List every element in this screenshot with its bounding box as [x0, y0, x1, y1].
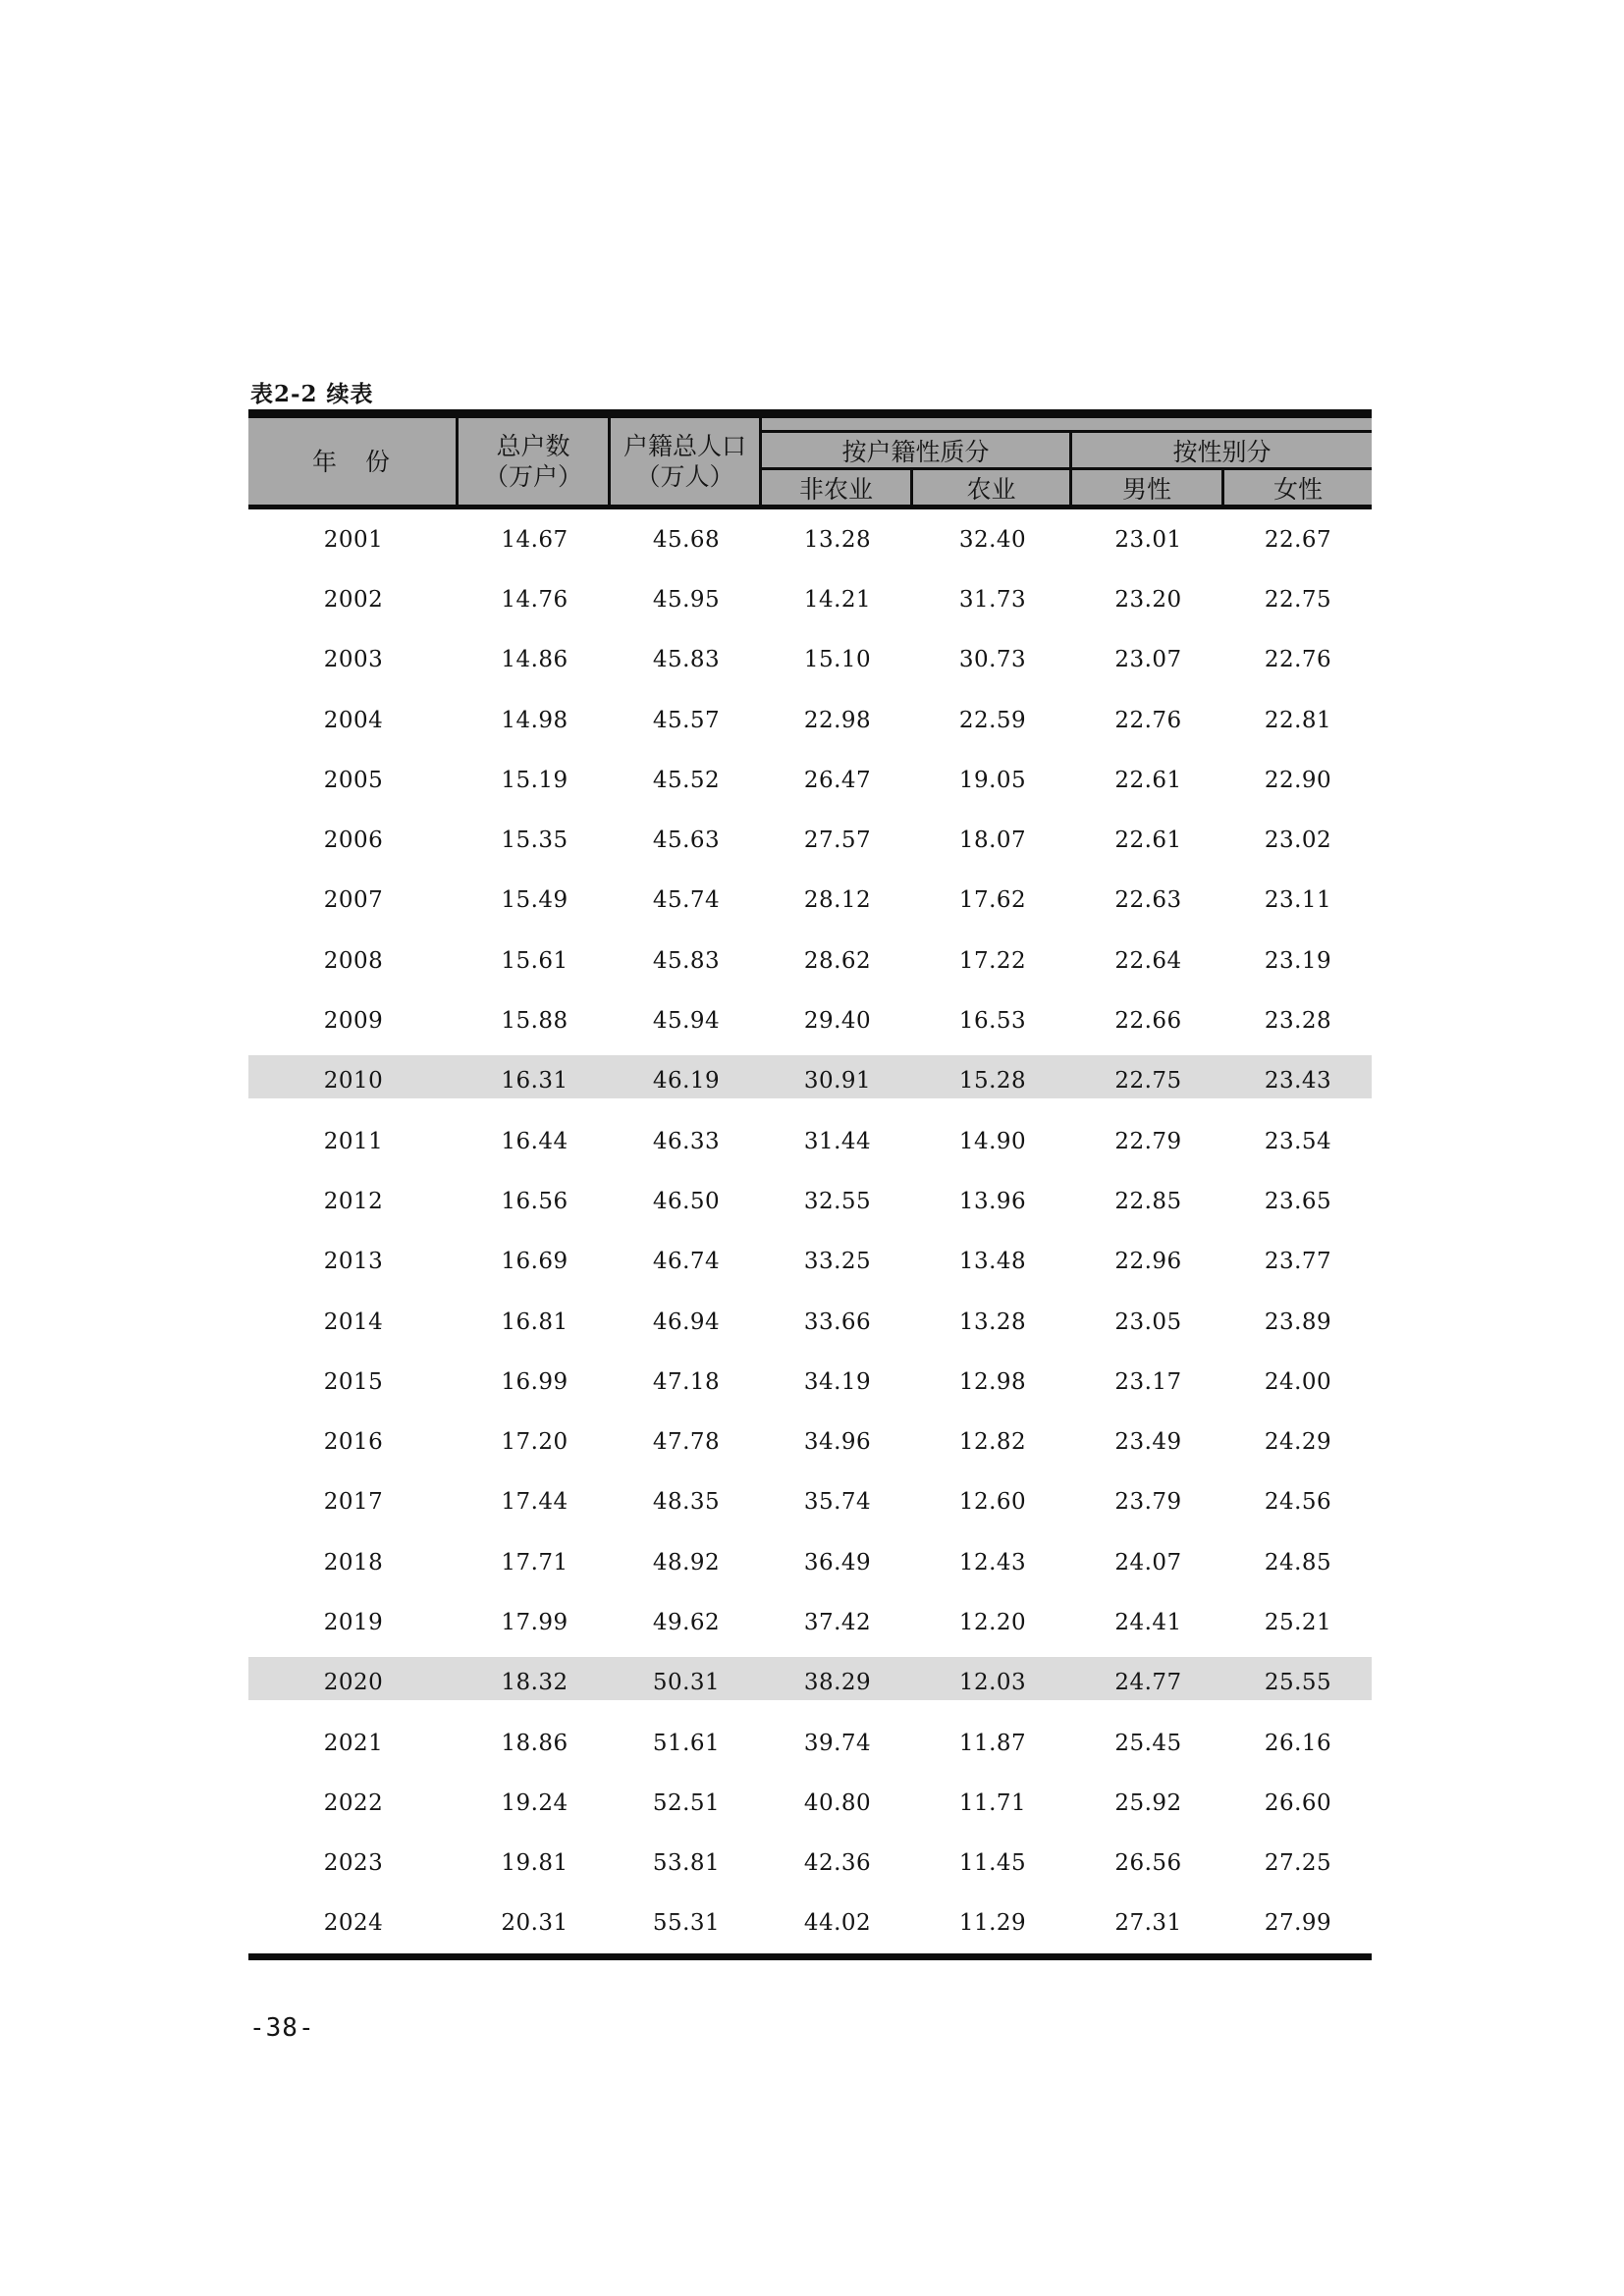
- header-group-by-gender: 按性别分: [1172, 437, 1272, 466]
- cell-value: 16.69: [501, 1249, 568, 1275]
- table-row: [248, 871, 1372, 931]
- cell-value: 19.24: [501, 1789, 568, 1816]
- cell-value: 30.73: [958, 647, 1027, 673]
- cell-value: 23.05: [1114, 1308, 1182, 1335]
- cell-value: 26.60: [1264, 1789, 1332, 1816]
- table-row: [248, 1653, 1372, 1713]
- page-number: -38-: [249, 2013, 315, 2043]
- cell-value: 29.40: [803, 1008, 872, 1035]
- cell-year: 2014: [323, 1308, 384, 1335]
- cell-value: 34.96: [803, 1429, 872, 1456]
- cell-value: 23.79: [1114, 1489, 1182, 1516]
- cell-value: 23.07: [1114, 647, 1182, 673]
- table-row: [248, 1232, 1372, 1292]
- cell-value: 27.25: [1264, 1850, 1332, 1877]
- cell-value: 23.20: [1114, 586, 1182, 613]
- cell-value: 49.62: [652, 1609, 721, 1635]
- cell-year: 2022: [323, 1789, 384, 1816]
- cell-value: 38.29: [803, 1670, 872, 1696]
- cell-value: 27.31: [1114, 1910, 1182, 1937]
- cell-value: 31.73: [958, 586, 1027, 613]
- cell-value: 26.47: [803, 767, 872, 793]
- cell-value: 22.96: [1114, 1249, 1182, 1275]
- cell-value: 23.01: [1114, 526, 1182, 553]
- cell-value: 27.57: [803, 828, 872, 854]
- cell-value: 16.99: [501, 1368, 568, 1395]
- cell-value: 34.19: [803, 1368, 872, 1395]
- cell-value: 22.66: [1114, 1008, 1182, 1035]
- table-row: [248, 990, 1372, 1050]
- table-row: [248, 750, 1372, 810]
- cell-value: 32.55: [803, 1188, 872, 1214]
- cell-value: 22.63: [1114, 887, 1182, 914]
- cell-value: 23.54: [1264, 1128, 1332, 1154]
- cell-value: 55.31: [652, 1910, 721, 1937]
- table-row: [248, 1051, 1372, 1111]
- cell-value: 47.78: [652, 1429, 721, 1456]
- header-year: 年 份: [248, 418, 459, 505]
- cell-value: 18.86: [501, 1730, 568, 1756]
- statistics-table: [248, 409, 1372, 1960]
- cell-value: 17.44: [501, 1489, 568, 1516]
- cell-value: 46.33: [652, 1128, 721, 1154]
- cell-value: 33.25: [803, 1249, 872, 1275]
- cell-year: 2009: [323, 1008, 384, 1035]
- cell-value: 15.28: [958, 1068, 1027, 1095]
- header-agricultural: 农业: [913, 470, 1072, 505]
- header-group-box: [762, 430, 1372, 507]
- cell-year: 2010: [323, 1068, 384, 1095]
- cell-year: 2020: [323, 1670, 384, 1696]
- cell-value: 25.45: [1114, 1730, 1182, 1756]
- cell-value: 45.83: [652, 947, 721, 974]
- cell-value: 22.98: [803, 707, 872, 733]
- cell-year: 2021: [323, 1730, 384, 1756]
- cell-value: 45.95: [652, 586, 721, 613]
- cell-value: 22.75: [1264, 586, 1332, 613]
- cell-year: 2003: [323, 647, 384, 673]
- table-row: [248, 810, 1372, 870]
- cell-value: 15.10: [803, 647, 872, 673]
- cell-value: 11.87: [958, 1730, 1027, 1756]
- cell-value: 23.77: [1264, 1249, 1332, 1275]
- cell-value: 53.81: [652, 1850, 721, 1877]
- cell-value: 17.22: [958, 947, 1027, 974]
- cell-value: 14.76: [501, 586, 568, 613]
- cell-value: 17.71: [501, 1549, 568, 1575]
- table-caption: 表2-2 续表: [250, 381, 374, 407]
- cell-value: 13.28: [958, 1308, 1027, 1335]
- table-row: [248, 1713, 1372, 1773]
- header-group-row: [762, 433, 1372, 467]
- cell-year: 2004: [323, 707, 384, 733]
- cell-value: 23.89: [1264, 1308, 1332, 1335]
- cell-value: 46.74: [652, 1249, 721, 1275]
- cell-value: 25.21: [1264, 1609, 1332, 1635]
- cell-value: 12.82: [958, 1429, 1027, 1456]
- table-row: [248, 1472, 1372, 1532]
- cell-value: 45.68: [652, 526, 721, 553]
- header-registered-population-unit: （万人）: [635, 462, 734, 491]
- cell-value: 16.56: [501, 1188, 568, 1214]
- cell-value: 22.79: [1114, 1128, 1182, 1154]
- cell-year: 2017: [323, 1489, 384, 1516]
- cell-value: 23.11: [1264, 887, 1332, 914]
- header-group-by-registration: 按户籍性质分: [762, 433, 1072, 467]
- table-row: [248, 630, 1372, 690]
- header-registered-population-title: 户籍总人口: [623, 432, 746, 460]
- cell-value: 14.98: [501, 707, 568, 733]
- cell-year: 2012: [323, 1188, 384, 1214]
- cell-value: 23.43: [1264, 1068, 1332, 1095]
- cell-value: 22.75: [1114, 1068, 1182, 1095]
- cell-value: 14.21: [803, 586, 872, 613]
- cell-value: 24.41: [1114, 1609, 1182, 1635]
- cell-value: 23.19: [1264, 947, 1332, 974]
- cell-value: 23.49: [1114, 1429, 1182, 1456]
- cell-year: 2002: [323, 586, 384, 613]
- cell-value: 45.74: [652, 887, 721, 914]
- table-row: [248, 509, 1372, 569]
- cell-value: 45.83: [652, 647, 721, 673]
- cell-value: 33.66: [803, 1308, 872, 1335]
- cell-year: 2018: [323, 1549, 384, 1575]
- cell-value: 26.56: [1114, 1850, 1182, 1877]
- cell-value: 25.55: [1264, 1670, 1332, 1696]
- cell-value: 23.28: [1264, 1008, 1332, 1035]
- cell-value: 51.61: [652, 1730, 721, 1756]
- header-total-households: [459, 418, 611, 505]
- header-total-households-unit: （万户）: [483, 462, 582, 491]
- table-header: [248, 418, 1372, 509]
- cell-value: 46.50: [652, 1188, 721, 1214]
- cell-value: 22.76: [1264, 647, 1332, 673]
- cell-value: 16.53: [958, 1008, 1027, 1035]
- cell-year: 2013: [323, 1249, 384, 1275]
- header-sub-row: [762, 467, 1372, 505]
- table-row: [248, 1592, 1372, 1652]
- cell-value: 44.02: [803, 1910, 872, 1937]
- table-row: [248, 1532, 1372, 1592]
- cell-value: 15.19: [501, 767, 568, 793]
- header-registered-population: [611, 418, 762, 505]
- table-row: [248, 690, 1372, 750]
- cell-value: 48.92: [652, 1549, 721, 1575]
- cell-value: 42.36: [803, 1850, 872, 1877]
- table-row: [248, 1773, 1372, 1833]
- cell-value: 15.88: [501, 1008, 568, 1035]
- cell-value: 12.98: [958, 1368, 1027, 1395]
- table-row: [248, 1171, 1372, 1231]
- cell-value: 35.74: [803, 1489, 872, 1516]
- cell-year: 2008: [323, 947, 384, 974]
- table-body: [248, 509, 1372, 1953]
- cell-value: 31.44: [803, 1128, 872, 1154]
- table-row: [248, 1412, 1372, 1471]
- cell-value: 22.81: [1264, 707, 1332, 733]
- cell-value: 46.94: [652, 1308, 721, 1335]
- cell-value: 18.32: [501, 1670, 568, 1696]
- cell-year: 2023: [323, 1850, 384, 1877]
- cell-value: 22.64: [1114, 947, 1182, 974]
- cell-value: 12.20: [958, 1609, 1027, 1635]
- cell-value: 20.31: [501, 1910, 568, 1937]
- cell-year: 2001: [323, 526, 384, 553]
- cell-value: 17.20: [501, 1429, 568, 1456]
- cell-value: 14.67: [501, 526, 568, 553]
- table-top-rule: [248, 409, 1372, 418]
- cell-value: 30.91: [803, 1068, 872, 1095]
- cell-value: 45.57: [652, 707, 721, 733]
- cell-value: 24.77: [1114, 1670, 1182, 1696]
- cell-value: 36.49: [803, 1549, 872, 1575]
- cell-value: 24.07: [1114, 1549, 1182, 1575]
- header-nonagricultural: 非农业: [762, 470, 913, 505]
- table-row: [248, 931, 1372, 990]
- cell-value: 22.90: [1264, 767, 1332, 793]
- cell-value: 12.03: [958, 1670, 1027, 1696]
- table-bottom-rule: [248, 1953, 1372, 1960]
- cell-value: 12.43: [958, 1549, 1027, 1575]
- cell-value: 23.17: [1114, 1368, 1182, 1395]
- cell-year: 2011: [323, 1128, 384, 1154]
- cell-value: 22.61: [1114, 828, 1182, 854]
- cell-year: 2015: [323, 1368, 384, 1395]
- table-row: [248, 1292, 1372, 1352]
- cell-value: 23.02: [1264, 828, 1332, 854]
- cell-value: 11.45: [958, 1850, 1027, 1877]
- cell-value: 14.90: [958, 1128, 1027, 1154]
- cell-value: 19.81: [501, 1850, 568, 1877]
- cell-value: 25.92: [1114, 1789, 1182, 1816]
- cell-value: 39.74: [803, 1730, 872, 1756]
- cell-value: 18.07: [958, 828, 1027, 854]
- cell-year: 2007: [323, 887, 384, 914]
- cell-value: 19.05: [958, 767, 1027, 793]
- cell-value: 24.56: [1264, 1489, 1332, 1516]
- cell-value: 47.18: [652, 1368, 721, 1395]
- table-row: [248, 1352, 1372, 1412]
- cell-value: 22.67: [1264, 526, 1332, 553]
- cell-value: 28.62: [803, 947, 872, 974]
- cell-value: 22.61: [1114, 767, 1182, 793]
- cell-year: 2016: [323, 1429, 384, 1456]
- cell-value: 15.49: [501, 887, 568, 914]
- cell-value: 37.42: [803, 1609, 872, 1635]
- cell-value: 11.29: [958, 1910, 1027, 1937]
- cell-value: 13.48: [958, 1249, 1027, 1275]
- table-row: [248, 569, 1372, 629]
- cell-value: 27.99: [1264, 1910, 1332, 1937]
- cell-year: 2024: [323, 1910, 384, 1937]
- cell-value: 24.29: [1264, 1429, 1332, 1456]
- cell-value: 22.59: [958, 707, 1027, 733]
- cell-year: 2006: [323, 828, 384, 854]
- cell-value: 13.96: [958, 1188, 1027, 1214]
- cell-value: 17.99: [501, 1609, 568, 1635]
- table-row: [248, 1834, 1372, 1894]
- cell-value: 45.94: [652, 1008, 721, 1035]
- cell-value: 32.40: [958, 526, 1027, 553]
- cell-value: 15.35: [501, 828, 568, 854]
- header-male: 男性: [1072, 470, 1224, 505]
- cell-value: 24.85: [1264, 1549, 1332, 1575]
- cell-value: 13.28: [803, 526, 872, 553]
- cell-value: 16.81: [501, 1308, 568, 1335]
- cell-value: 45.52: [652, 767, 721, 793]
- table-row: [248, 1111, 1372, 1171]
- cell-value: 48.35: [652, 1489, 721, 1516]
- cell-value: 16.31: [501, 1068, 568, 1095]
- cell-value: 52.51: [652, 1789, 721, 1816]
- header-female: 女性: [1272, 474, 1323, 504]
- cell-value: 40.80: [803, 1789, 872, 1816]
- cell-value: 26.16: [1264, 1730, 1332, 1756]
- header-total-households-title: 总户数: [496, 432, 570, 460]
- cell-year: 2019: [323, 1609, 384, 1635]
- cell-value: 46.19: [652, 1068, 721, 1095]
- table-row: [248, 1894, 1372, 1953]
- cell-year: 2005: [323, 767, 384, 793]
- cell-value: 12.60: [958, 1489, 1027, 1516]
- cell-value: 17.62: [958, 887, 1027, 914]
- cell-value: 28.12: [803, 887, 872, 914]
- cell-value: 45.63: [652, 828, 721, 854]
- cell-value: 22.85: [1114, 1188, 1182, 1214]
- cell-value: 11.71: [958, 1789, 1027, 1816]
- cell-value: 14.86: [501, 647, 568, 673]
- cell-value: 24.00: [1264, 1368, 1332, 1395]
- cell-value: 23.65: [1264, 1188, 1332, 1214]
- cell-value: 22.76: [1114, 707, 1182, 733]
- cell-value: 16.44: [501, 1128, 568, 1154]
- cell-value: 50.31: [652, 1670, 721, 1696]
- cell-value: 15.61: [501, 947, 568, 974]
